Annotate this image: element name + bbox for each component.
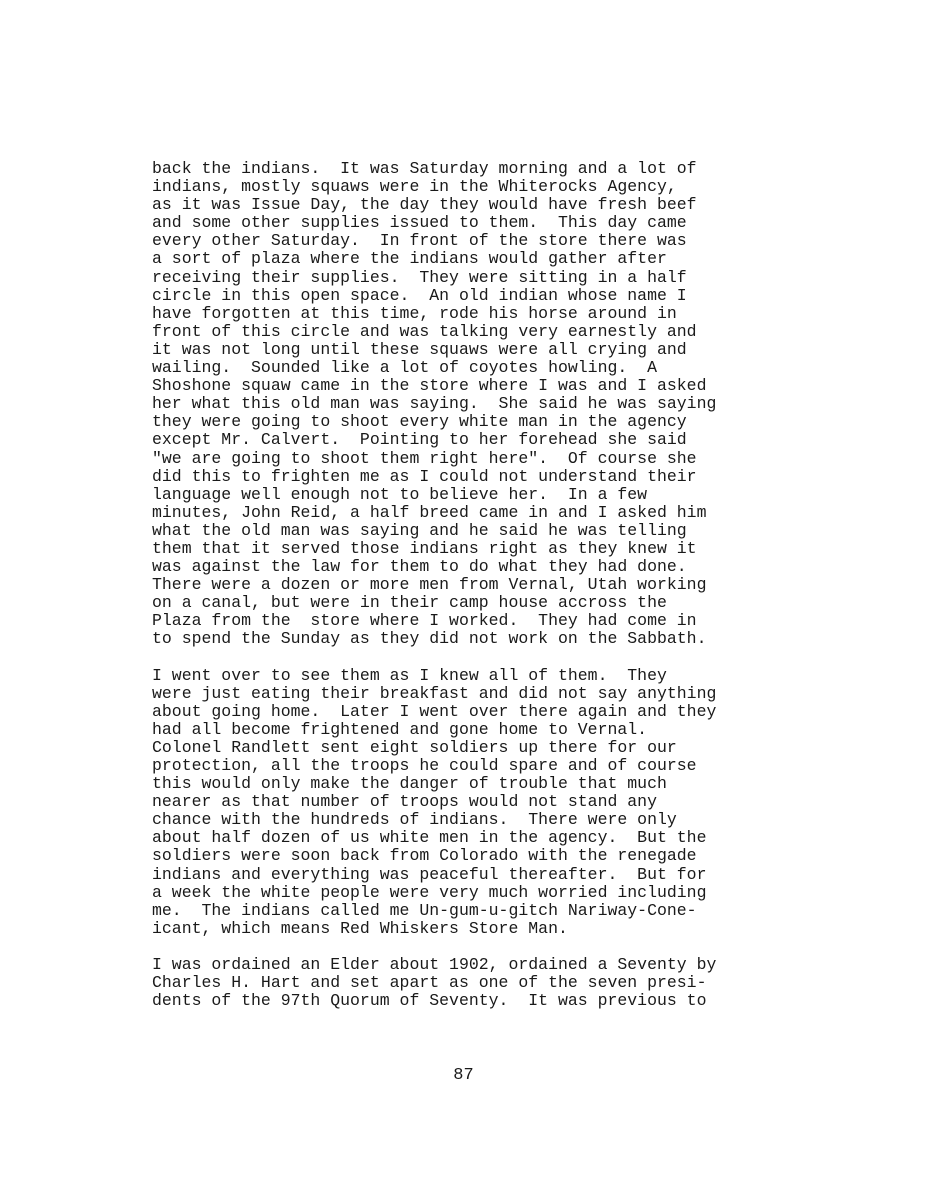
paragraph-spacer	[152, 938, 792, 956]
paragraph-3: I was ordained an Elder about 1902, ordained a Seventy by Charles H. Hart and set apart as one of the seven presi- dents of the 97th Quorum of Seventy. It was previous to	[152, 954, 717, 1011]
body-text	[152, 160, 792, 1010]
paragraph-1: back the indians. It was Saturday morning and a lot of indians, mostly squaws were in the Whiterocks Agency, as it was Issue Day, the day they would have fresh beef and some other supplies issued to them. This day came every other Saturday. In front of the store there was a sort of plaza where the indians would gather after receiving their supplies. They were sitting in a half circle in this open space. An old indian whose name I have forgotten at this time, rode his horse around in front of this circle and was talking very earnestly and it was not long until these squaws were all crying and wailing. Sounded like a lot of coyotes howling. A Shoshone squaw came in the store where I was and I asked her what this old man was saying. She said he was saying they were going to shoot every white man in the agency except Mr. Calvert. Pointing to her forehead she said "we are going to shoot them right here". Of course she did this to frighten me as I could not understand their language well enough not to believe her. In a few minutes, John Reid, a half breed came in and I asked him what the old man was saying and he said he was telling them that it served those indians right as they knew it was against the law for them to do what they had done. There were a dozen or more men from Vernal, Utah working on a canal, but were in their camp house accross the Plaza from the store where I worked. They had come in to spend the Sunday as they did not work on the Sabbath.	[152, 159, 717, 649]
page-number: 87	[453, 1066, 474, 1085]
paragraph-spacer	[152, 649, 792, 667]
paragraph-2: I went over to see them as I knew all of them. They were just eating their breakfast and did not say anything about going home. Later I went over there again and they had all become frightened and gone home to Vernal. Colonel Randlett sent eight soldiers up there for our protection, all the troops he could spare and of course this would only make the danger of trouble that much nearer as that number of troops would not stand any chance with the hundreds of indians. There were only about half dozen of us white men in the agency. But the soldiers were soon back from Colorado with the renegade indians and everything was peaceful thereafter. But for a week the white people were very much worried including me. The indians called me Un-gum-u-gitch Nariway-Cone- icant, which means Red Whiskers Store Man.	[152, 665, 717, 938]
